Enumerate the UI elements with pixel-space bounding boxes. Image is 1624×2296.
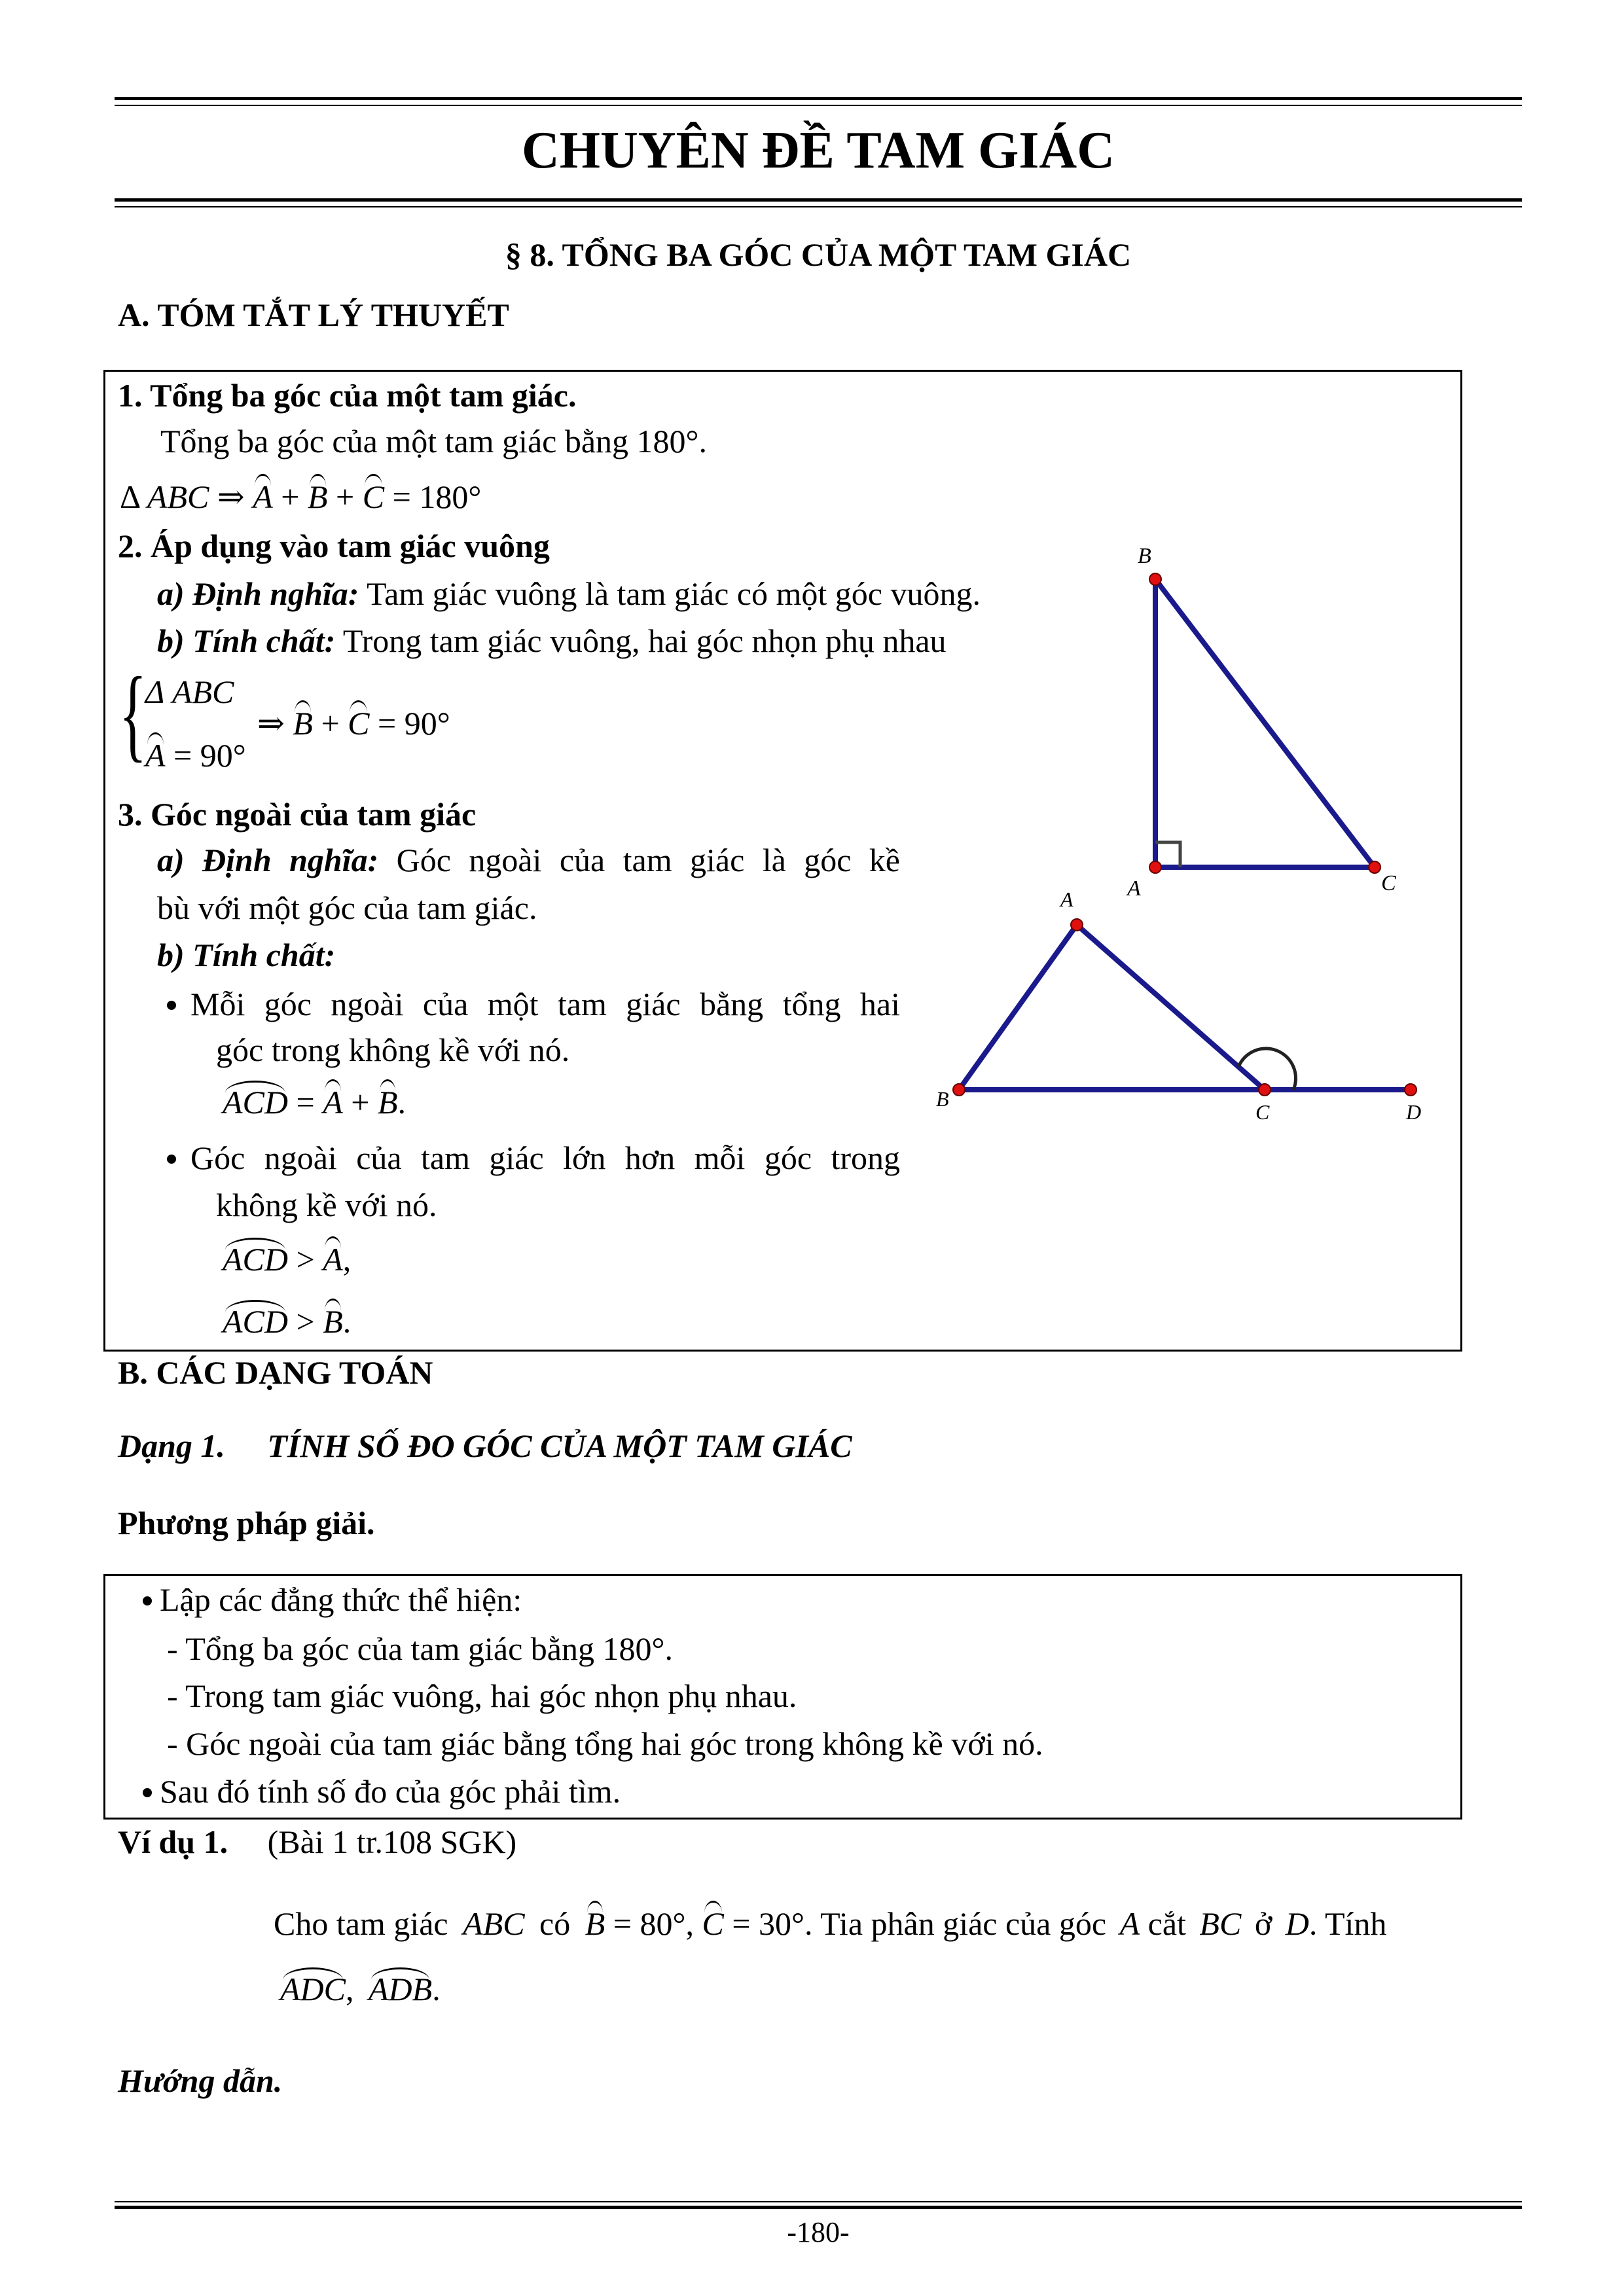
definition-label: a) Định nghĩa: xyxy=(157,842,379,878)
formula-exterior-gt-b xyxy=(223,1302,351,1340)
angle-c: C xyxy=(702,1905,724,1942)
bullet-text: Sau đó tính số đo của góc phải tìm. xyxy=(160,1773,621,1810)
angle-b: B xyxy=(377,1084,398,1121)
bullet-icon xyxy=(143,1788,152,1797)
example-label: Ví dụ 1. xyxy=(118,1823,228,1860)
problem-text: . Tính xyxy=(1308,1905,1387,1942)
angle-acd: ACD xyxy=(223,1084,288,1121)
label-c: C xyxy=(1255,1100,1270,1124)
part-b-heading: B. CÁC DẠNG TOÁN xyxy=(118,1354,433,1391)
footer-rule-thin xyxy=(115,2201,1522,2202)
document-title: CHUYÊN ĐỀ TAM GIÁC xyxy=(522,122,1115,179)
exterior-definition-line1 xyxy=(157,841,900,879)
system-line-1: Δ ABC xyxy=(145,673,234,710)
formula-exterior-equality xyxy=(223,1083,406,1121)
plus-sign: + xyxy=(321,705,340,742)
formula-angle-sum xyxy=(120,478,481,516)
period: . xyxy=(342,1303,352,1340)
angle-a: A xyxy=(323,1084,343,1121)
value-180: 180° xyxy=(419,478,482,515)
value-90: = 90° xyxy=(378,705,450,742)
figure-right-triangle xyxy=(1113,537,1427,910)
property-label: b) Tính chất: xyxy=(157,622,336,659)
angle-adc: ADC xyxy=(280,1971,346,2007)
dang-1-title: TÍNH SỐ ĐO GÓC CỦA MỘT TAM GIÁC xyxy=(267,1427,852,1464)
plus-sign: + xyxy=(336,478,355,515)
vertex-a xyxy=(1149,861,1161,873)
plus-sign: + xyxy=(281,478,300,515)
angle-adb: ADB xyxy=(369,1971,433,2007)
exterior-angle-arc xyxy=(1238,1049,1296,1090)
bullet-text: Lập các đẳng thức thể hiện: xyxy=(160,1581,522,1618)
triangle-name: ABC xyxy=(147,478,209,515)
right-triangle-definition xyxy=(157,575,981,613)
title-rule-thin xyxy=(115,206,1522,207)
period: . xyxy=(397,1084,406,1121)
exterior-bullet-2 xyxy=(167,1139,900,1177)
dang-1-heading xyxy=(118,1427,852,1465)
bullet-icon xyxy=(143,1596,152,1605)
title-rule-thick xyxy=(115,198,1522,202)
example-1-problem-line1 xyxy=(274,1905,1386,1943)
method-item-2: - Trong tam giác vuông, hai góc nhọn phụ nhau. xyxy=(167,1677,797,1714)
method-heading: Phương pháp giải. xyxy=(118,1505,375,1541)
delta-symbol: Δ xyxy=(120,478,139,515)
part-a-heading: A. TÓM TẮT LÝ THUYẾT xyxy=(118,296,509,333)
exterior-bullet-2-cont: không kề với nó. xyxy=(216,1187,437,1223)
right-angle-value: = 90° xyxy=(173,737,246,774)
vertex-b xyxy=(953,1084,965,1096)
definition-label: a) Định nghĩa: xyxy=(157,575,359,612)
header-rule-thick xyxy=(115,97,1522,100)
definition-text: Tam giác vuông là tam giác có một góc vuông. xyxy=(367,575,981,612)
system-line-2 xyxy=(145,736,246,774)
side-ac xyxy=(1077,925,1265,1090)
method-item-3: - Góc ngoài của tam giác bằng tổng hai góc trong không kề với nó. xyxy=(167,1725,1043,1762)
angle-b-value: = 80°, xyxy=(613,1905,694,1942)
right-triangle-property xyxy=(157,622,947,660)
problem-text: có xyxy=(539,1905,571,1942)
vertex-c xyxy=(1369,861,1380,873)
problem-text: ở xyxy=(1254,1905,1272,1942)
implies-symbol: ⇒ xyxy=(217,478,245,515)
vertex-a xyxy=(1071,919,1083,931)
theory-heading-1: 1. Tổng ba góc của một tam giác. xyxy=(118,377,577,414)
equals-sign: = xyxy=(392,478,411,515)
theory-heading-2: 2. Áp dụng vào tam giác vuông xyxy=(118,528,550,564)
angle-b: B xyxy=(308,478,328,515)
comma: , xyxy=(342,1241,352,1278)
point-d-ref: D xyxy=(1285,1905,1309,1942)
definition-text: Góc ngoài của tam giác là góc kề xyxy=(396,842,900,878)
section-title: § 8. TỔNG BA GÓC CỦA MỘT TAM GIÁC xyxy=(505,236,1132,273)
greater-sign: > xyxy=(296,1241,315,1278)
method-bullet-2 xyxy=(143,1772,621,1810)
exterior-property-label: b) Tính chất: xyxy=(157,937,336,973)
angle-a: A xyxy=(253,478,273,515)
formula-exterior-gt-a xyxy=(223,1240,351,1278)
angle-b: B xyxy=(323,1303,343,1340)
angle-c: C xyxy=(362,478,385,515)
bullet-icon xyxy=(167,1001,176,1010)
bullet-text: Mỗi góc ngoài của một tam giác bằng tổng hai xyxy=(190,986,900,1022)
triangle-name: ABC xyxy=(463,1905,525,1942)
label-a: A xyxy=(1127,876,1141,901)
label-a: A xyxy=(1060,890,1074,911)
method-bullet-1 xyxy=(143,1581,522,1619)
property-text: Trong tam giác vuông, hai góc nhọn phụ nhau xyxy=(342,622,947,659)
vertex-a-ref: A xyxy=(1119,1905,1140,1942)
dang-1-label: Dạng 1. xyxy=(118,1427,225,1464)
system-brace: { xyxy=(119,655,147,772)
bullet-text: Góc ngoài của tam giác lớn hơn mỗi góc trong xyxy=(190,1139,900,1176)
angle-a: A xyxy=(323,1241,343,1278)
footer-rule-thick xyxy=(115,2206,1522,2209)
theory-text-1: Tổng ba góc của một tam giác bằng 180°. xyxy=(160,423,708,459)
angle-c: C xyxy=(348,705,370,742)
angle-b: B xyxy=(585,1905,605,1942)
problem-text: cắt xyxy=(1147,1905,1186,1942)
side-bc-ref: BC xyxy=(1199,1905,1242,1942)
exterior-definition-line2: bù với một góc của tam giác. xyxy=(157,889,537,926)
plus-sign: + xyxy=(351,1084,370,1121)
equals-sign: = xyxy=(296,1084,315,1121)
greater-sign: > xyxy=(296,1303,315,1340)
theory-heading-3: 3. Góc ngoài của tam giác xyxy=(118,796,477,833)
exterior-bullet-1-cont: góc trong không kề với nó. xyxy=(216,1031,570,1068)
angle-acd: ACD xyxy=(223,1303,288,1340)
problem-text: = 30°. Tia phân giác của góc xyxy=(732,1905,1107,1942)
comma: , xyxy=(346,1971,354,2007)
system-result xyxy=(257,704,450,742)
problem-text: Cho tam giác xyxy=(274,1905,448,1942)
vertex-b xyxy=(1149,573,1161,585)
side-bc xyxy=(1155,579,1375,867)
example-1-heading xyxy=(118,1823,516,1861)
implies-symbol: ⇒ xyxy=(257,705,285,742)
exterior-bullet-1 xyxy=(167,985,900,1023)
method-item-1: - Tổng ba góc của tam giác bằng 180°. xyxy=(167,1630,673,1667)
header-rule-thin xyxy=(115,105,1522,106)
vertex-d xyxy=(1405,1084,1416,1096)
side-ab xyxy=(959,925,1077,1090)
example-source: (Bài 1 tr.108 SGK) xyxy=(267,1823,517,1860)
guide-heading: Hướng dẫn. xyxy=(118,2062,283,2099)
example-1-problem-line2 xyxy=(280,1970,441,2008)
label-d: D xyxy=(1406,1100,1422,1124)
label-b: B xyxy=(1138,544,1151,568)
label-b: B xyxy=(936,1087,949,1111)
bullet-icon xyxy=(167,1155,176,1164)
figure-exterior-angle xyxy=(916,890,1453,1139)
angle-b: B xyxy=(293,705,313,742)
angle-acd: ACD xyxy=(223,1241,288,1278)
page-number: -180- xyxy=(787,2216,850,2248)
vertex-c xyxy=(1259,1084,1271,1096)
angle-a: A xyxy=(145,737,166,774)
label-c: C xyxy=(1381,871,1396,895)
period: . xyxy=(432,1971,441,2007)
